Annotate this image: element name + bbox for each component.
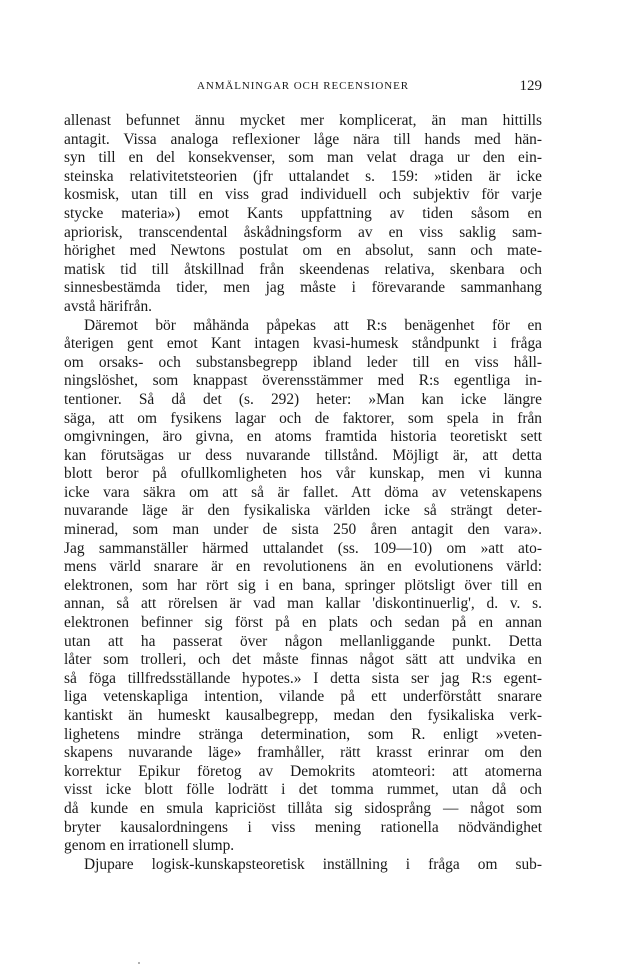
text-line: stycke materia») emot Kants uppfattning av tiden såsom en [64,204,542,222]
text-line: visst icke blott fölle lodrätt i det tomma rummet, utan då och [64,781,542,799]
text-line: låter som trolleri, och det måste finnas något sätt att undvika en [64,651,542,669]
text-line: allenast befunnet ännu mycket mer komplicerat, än man hittills [64,112,542,129]
text-line: minerad, som man under de sista 250 åren antagit den vara». [64,521,542,539]
text-line: mens värld snarare är en revolutionens än en evolutionens värld: [64,558,542,576]
text-line: om orsaks- och substansbegrepp ibland leder till en viss håll- [64,353,542,371]
text-line: utan att ha passerat över någon mellanliggande punkt. Detta [64,632,542,650]
scan-speck [138,962,140,964]
text-line: korrektur Epikur företog av Demokrits atomteori: att atomerna [64,762,542,780]
text-line: ningslöshet, som knappast överensstämmer med R:s egentliga in- [64,372,542,390]
text-line: steinska relativitetsteorien (jfr uttalandet s. 159: »tiden är icke [64,167,542,185]
text-line: tentioner. Så då det (s. 292) heter: »Man kan icke längre [64,390,542,408]
text-line: liga vetenskapliga intention, vilande på ett underförstått snarare [64,688,542,706]
text-line: omgivningen, äro givna, en atoms framtida historia teoretiskt sett [64,428,542,446]
text-line: sinnesbestämda tider, men jag måste i förevarande sammanhang [64,279,542,297]
text-line: matisk tid till åtskillnad från skeendenas relativa, skenbara och [64,260,542,278]
body-text [64,112,542,874]
text-line: nuvarande läge är den fysikaliska världen icke så strängt deter- [64,502,542,520]
text-line: lighetens mindre stränga determination, som R. enligt »veten- [64,725,542,743]
text-line: apriorisk, transcendental åskådningsform av en viss saklig sam- [64,223,542,241]
text-line: Jag sammanställer härmed uttalandet (ss. 109—10) om »att ato- [64,539,542,557]
running-header [64,78,542,98]
text-line: icke vara säkra om att så är fallet. Att döma av vetenskapens [64,483,542,501]
text-line: genom en irrationell slump. [64,837,235,855]
paragraph-start-line: Däremot bör måhända påpekas att R:s benägenhet för en [84,316,542,334]
page-number: 129 [519,78,542,94]
text-line: elektronen befinner sig först på en plats och sedan på en annan [64,614,542,632]
running-title: ANMÄLNINGAR OCH RECENSIONER [197,80,409,92]
text-line: hörighet med Newtons postulat om en absolut, sann och mate- [64,242,542,260]
text-line: då kunde en smula kapriciöst tillåta sig sidosprång — något som [64,799,542,817]
text-line: antagit. Vissa analoga reflexioner låge nära till hands med hän- [64,130,542,148]
text-line: kantiskt än humeskt kausalbegrepp, medan den fysikaliska verk- [64,707,542,724]
text-line: skapens nuvarande läge» framhåller, rätt krasst erinrar om den [64,744,542,762]
text-line: avstå härifrån. [64,297,153,315]
text-line: så föga tillfredsställande hypotes.» I detta sista ser jag R:s egent- [64,669,542,687]
text-line: syn till en del konsekvenser, som man velat draga ur den ein- [64,149,542,167]
text-line: kan förutsägas ur dess nuvarande tillstånd. Möjligt är, att detta [64,446,542,464]
text-line: blott beror på ofullkomligheten hos vår kunskap, men vi kunna [64,465,542,483]
text-line: säga, att om fysikens lagar och de faktorer, som spela in från [64,409,542,427]
text-line: återigen gent emot Kant intagen kvasi-humesk ståndpunkt i fråga [64,335,542,353]
text-line: kosmisk, utan till en viss grad individuell och subjektiv för varje [64,186,542,204]
text-line: annan, så att rörelsen är vad man kallar 'diskontinuerlig', d. v. s. [64,595,542,613]
text-line: bryter kausalordningens i viss mening rationella nödvändighet [64,818,542,836]
text-line: elektronen, som har rört sig i en bana, springer plötsligt över till en [64,576,542,594]
paragraph-start-line: Djupare logisk-kunskapsteoretisk inställning i fråga om sub- [84,855,542,873]
